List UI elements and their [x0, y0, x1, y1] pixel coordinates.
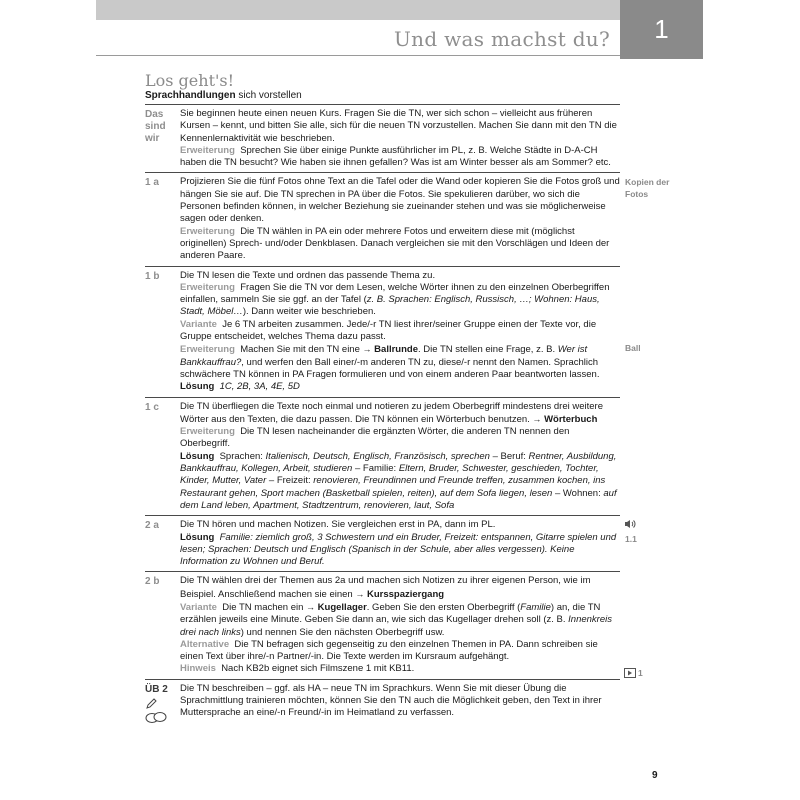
solution-category: – Familie: — [354, 463, 397, 475]
chapter-number-badge: 1 — [620, 0, 703, 59]
row-1a — [145, 172, 670, 265]
row-2b — [145, 571, 643, 679]
row-body — [180, 270, 620, 394]
speech-bubbles-icon — [145, 712, 167, 724]
row-body — [180, 575, 620, 675]
intro-extension-text: Sprechen Sie über einige Punkte ausführlicher im PL, z. B. Welche Städte in D-A-CH haben die TN besucht? Wie haben sie ihnen gefallen? Was ist am Winter besser als am Sommer? etc. — [180, 144, 611, 169]
solution-words: Italienisch, Deutsch, Englisch, Französisch, sprechen — [265, 450, 490, 462]
row-intro — [145, 104, 620, 172]
film-icon-group — [624, 668, 643, 678]
r2b-text: Die TN machen ein — [222, 601, 304, 613]
r2b-text: . Geben Sie den ersten Oberbegriff ( — [366, 601, 521, 613]
sprach-label: Sprachhandlungen — [145, 90, 236, 101]
r1b-text: ). Dann weiter wie beschrieben. — [242, 306, 376, 318]
keyword-erweiterung: Erweiterung — [180, 281, 235, 293]
header-bar — [96, 0, 620, 20]
solution-label: Lösung — [180, 450, 215, 462]
row-ub2 — [145, 679, 620, 727]
page-number: 9 — [652, 770, 658, 781]
r2b-alternative-text: Die TN befragen sich gegenseitig zu den einzelnen Themen in PA. Dann schreiben sie einen Text über ihre/-n Partner/-in. Die Texte werden im Kursraum aufgehängt. — [180, 638, 598, 663]
solution-category: – Freizeit: — [268, 475, 311, 487]
pencil-icon — [145, 698, 157, 710]
r1b-text: Fragen Sie die TN vor dem Lesen, welche Wörter ihnen zu den einzelnen Oberbegriffen einfallen, sammeln Sie sie ggf. an der Tafel ( — [180, 281, 610, 306]
keyword-erweiterung: Erweiterung — [180, 426, 235, 438]
film-play-icon — [624, 668, 636, 678]
row-label: ÜB 2 — [145, 683, 168, 695]
audio-speaker-icon — [624, 519, 636, 531]
solution-label: Lösung — [180, 531, 215, 543]
method-reference: Kursspaziergang — [366, 588, 445, 600]
r1a-text: Projizieren Sie die fünf Fotos ohne Text an die Tafel oder die Wand oder kopieren Sie die Fotos groß und hängen Sie sie auf. Die TN sprechen in PA über die Fotos. Sie spekulieren darüber, wo sich die Personen befinden können, in welcher Beziehung sie zueinander stehen und was sie möglicherweise sagen oder denken. — [180, 176, 620, 225]
row-body — [180, 519, 620, 568]
arrow-icon: → — [355, 588, 365, 599]
r1b-text: . Die TN stellen eine Frage, z. B. — [417, 344, 556, 356]
r2b-example: Familie — [520, 601, 551, 613]
arrow-icon: → — [362, 344, 372, 355]
row-label: 2 a — [145, 520, 159, 532]
solution-words: Eltern, Bruder, Schwester, geschieden, Tochter, Kinder, Mutter, Vater — [180, 463, 599, 487]
solution-words: Rentner, Ausbildung, Bankkauffrau, Kollegen, Arbeit, studieren — [180, 450, 617, 475]
keyword-erweiterung: Erweiterung — [180, 344, 235, 356]
method-reference: Wörterbuch — [544, 413, 598, 425]
r1b-text: , und werfen den Ball einer/-m anderen TN zu, diese/-r nennt den Namen. Sprachlich schwächere TN können in PA Fragen formulieren und von einem anderen Paar beantworten lassen. — [180, 356, 600, 380]
row-label: Das sind wir — [145, 109, 166, 144]
row-label: 1 c — [145, 401, 159, 413]
arrow-icon: → — [532, 413, 542, 424]
ub2-icons — [145, 698, 180, 724]
solution-category: Sprachen: — [219, 450, 263, 462]
film-scene-number: 1 — [638, 668, 643, 679]
row-label: 1 a — [145, 177, 159, 189]
row-body — [180, 176, 620, 262]
r1b-variant-text: Je 6 TN arbeiten zusammen. Jede/-r TN liest ihrer/seiner Gruppe einen der Texte vor, die Gruppe entscheidet, welches Thema dazu passt. — [180, 318, 597, 343]
row-label: 2 b — [145, 576, 160, 588]
solution-category: – Wohnen: — [554, 487, 601, 499]
r2a-text: Die TN hören und machen Notizen. Sie vergleichen erst in PA, dann im PL. — [180, 519, 496, 531]
solution-text: 1C, 2B, 3A, 4E, 5D — [219, 381, 300, 393]
row-label-ub2 — [145, 683, 180, 724]
section-heading: Los geht's! — [145, 71, 235, 90]
solution-category: – Beruf: — [492, 450, 526, 462]
r2b-example: Innenkreis drei nach links — [180, 614, 612, 638]
keyword-hinweis: Hinweis — [180, 663, 216, 675]
solution-label: Lösung — [180, 381, 215, 393]
row-label: 1 b — [145, 270, 160, 282]
audio-track-number: 1.1 — [625, 534, 637, 545]
r2b-text: ) an, die TN erzählen jeweils eine Minute. Geben Sie dann an, wie sich das Kugellager drehen soll (z. B. — [180, 601, 601, 626]
row-body — [180, 108, 620, 169]
r2b-text: Die TN wählen drei der Themen aus 2a und machen sich Notizen zu ihrer eigenen Person, wie im Beispiel. Anschließend machen sie einen — [180, 575, 591, 600]
row-1c — [145, 397, 620, 516]
arrow-icon: → — [306, 601, 316, 612]
keyword-alternative: Alternative — [180, 638, 230, 650]
r1b-example: z. B. Sprachen: Englisch, Russisch, …; Wohnen: Haus, Stadt, Möbel… — [180, 294, 600, 318]
ub2-text: Die TN beschreiben – ggf. als HA – neue TN im Sprachkurs. Wenn Sie mit dieser Übung die Sprachmittlung trainieren möchten, können Sie den TN auch die Möglichkeit geben, den Text in ihrer Muttersprache an eine/-n Freund/-in im Heimatland zu verfassen. — [180, 682, 602, 719]
side-note-material: Kopien der Fotos — [625, 177, 670, 200]
solution-words: auf dem Land leben, Apartment, Stadtzentrum, renovieren, laut, Sofa — [180, 487, 617, 511]
sprachhandlungen-line — [145, 90, 302, 101]
r1c-text: Die TN überfliegen die Texte noch einmal und notieren zu jedem Oberbegriff mindestens drei weitere Wörter aus den Texten, die dazu passen. Die TN können ein Wörterbuch benutzen. — [180, 400, 603, 425]
side-note-material: Ball — [625, 342, 641, 353]
method-reference: Ballrunde — [374, 344, 418, 356]
r1a-extension-text: Die TN wählen in PA ein oder mehrere Fotos und erweitern diese mit (möglichst originellen) Sprech- und/oder Denkblasen. Danach vergleichen sie mit den Vorschlägen und Ideen der anderen Paare. — [180, 225, 610, 262]
sprach-value: sich vorstellen — [238, 90, 302, 101]
r1c-extension-text: Die TN lesen nacheinander die ergänzten Wörter, die anderen TN nennen den Oberbegriff. — [180, 426, 570, 450]
header-rule — [96, 55, 620, 56]
keyword-erweiterung: Erweiterung — [180, 144, 235, 156]
row-1b — [145, 266, 641, 397]
keyword-erweiterung: Erweiterung — [180, 225, 235, 237]
method-reference: Kugellager — [317, 601, 367, 613]
row-body — [180, 683, 620, 724]
solution-text: Familie: ziemlich groß, 3 Schwestern und ein Bruder, Freizeit: entspannen, Gitarre spielen und lesen; Sprachen: Deutsch und Englisch (Spanisch in der Schule, aber alles vergessen). Keine Information zu Wohnen und Beruf. — [180, 531, 617, 568]
row-body — [180, 401, 620, 513]
row-2a — [145, 515, 637, 571]
r2b-text: ) und nennen Sie den nächsten Oberbegriff usw. — [240, 626, 445, 638]
keyword-variante: Variante — [180, 318, 217, 330]
intro-text: Sie beginnen heute einen neuen Kurs. Fragen Sie die TN, wer sich schon – vielleicht aus früheren Kursen – kennt, und bitten Sie alle, sich für die neuen TN vorzustellen. Machen Sie dann mit den TN die Kennenlernaktivität wie beschrieben. — [180, 108, 617, 144]
r1b-text: Die TN lesen die Texte und ordnen das passende Thema zu. — [180, 269, 436, 281]
solution-words: renovieren, Freundinnen und Freunde treffen, zusammen kochen, ins Restaurant gehen, Sport machen (Basketball spielen, reiten), auf dem Sofa liegen, lesen — [180, 475, 606, 499]
activity-table — [145, 104, 670, 727]
r1b-text: Machen Sie mit den TN eine — [240, 344, 360, 356]
r2b-hint-text: Nach KB2b eignet sich Filmszene 1 mit KB11. — [221, 663, 415, 675]
keyword-variante: Variante — [180, 601, 217, 613]
r1b-example: Wer ist Bankkauffrau? — [180, 344, 588, 368]
chapter-title: Und was machst du? — [394, 27, 610, 51]
